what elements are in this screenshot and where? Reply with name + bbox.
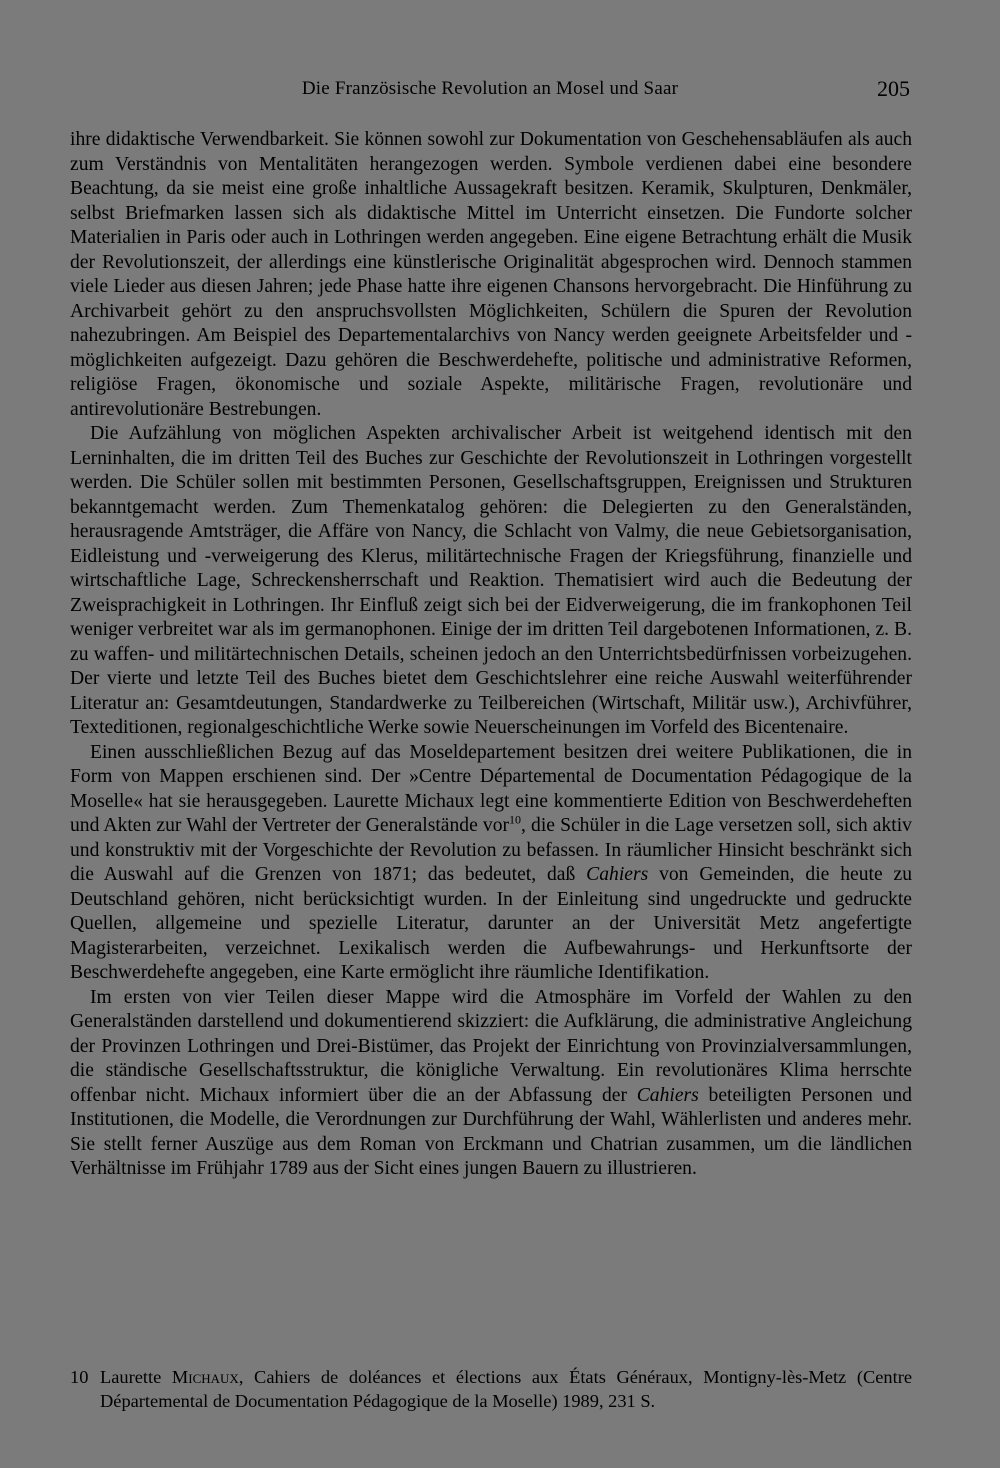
page-number: 205 bbox=[877, 76, 910, 101]
footnote bbox=[70, 1366, 912, 1413]
running-head bbox=[70, 76, 910, 106]
paragraph-2: Die Aufzählung von möglichen Aspekten archivalischer Arbeit ist weitgehend identisch mit den Lerninhalten, die im dritten Teil des Buches zur Geschichte der Revolutionszeit in Lothringen vorgestellt werden. Die Schüler sollen mit bestimmten Personen, Gesellschaftsgruppen, Ereignissen und Strukturen bekanntgemacht werden. Zum Themenkatalog gehören: die Delegierten zu den Generalständen, herausragende Amtsträger, die Affäre von Nancy, die Schlacht von Valmy, die neue Gebietsorganisation, Eidleistung und -verweigerung des Klerus, militärtechnische Fragen der Kriegsführung, finanzielle und wirtschaftliche Lage, Schreckensherrschaft und Reaktion. Thematisiert wird auch die Bedeutung der Zweisprachigkeit in Lothringen. Ihr Einfluß zeigt sich bei der Eidverweigerung, die im frankophonen Teil weniger verbreitet war als im germanophonen. Einige der im dritten Teil dargebotenen Informationen, z. B. zu waffen- und militärtechnischen Details, scheinen jedoch an den Unterrichtsbedürfnissen vorbeizugehen. Der vierte und letzte Teil des Buches bietet dem Geschichtslehrer eine reiche Auswahl weiterführender Literatur an: Gesamtdeutungen, Standardwerke zu Teilbereichen (Wirtschaft, Militär usw.), Archivführer, Texteditionen, regionalgeschichtliche Werke sowie Neuerscheinungen im Vorfeld des Bicentenaire. bbox=[70, 423, 912, 738]
paragraph-3 bbox=[70, 741, 912, 986]
paragraph-3-text-c: von Gemeinden, die heute zu Deutschland gehören, nicht berücksichtigt wurden. In der Einleitung sind ungedruckte und gedruckte Quellen, allgemeine und spezielle Literatur, darunter an der Universität Metz angefertigte Magisterarbeiten, verzeichnet. Lexikalisch werden die Aufbewahrungs- und Herkunftsorte der Beschwerdehefte angegeben, eine Karte ermöglicht ihre räumliche Identifikation. bbox=[70, 864, 912, 983]
footnote-citation: , Cahiers de doléances et élections aux États Généraux, Montigny-lès-Metz (Centre Départemental de Documentation Pédagogique de la Moselle) 1989, 231 S. bbox=[100, 1367, 913, 1411]
footnote-number: 10 bbox=[70, 1367, 89, 1387]
footnote-author-last: Michaux bbox=[171, 1367, 239, 1387]
paragraph-1: ihre didaktische Verwendbarkeit. Sie können sowohl zur Dokumentation von Geschehensabläufen als auch zum Verständnis von Mentalitäten herangezogen werden. Symbole verdienen dabei eine besondere Beachtung, da sie meist eine große inhaltliche Aussagekraft besitzen. Keramik, Skulpturen, Denkmäler, selbst Briefmarken lassen sich als didaktische Mittel im Unterricht einsetzen. Die Fundorte solcher Materialien in Paris oder auch in Lothringen werden angegeben. Eine eigene Betrachtung erhält die Musik der Revolutionszeit, der allerdings eine künstlerische Originalität abgesprochen wird. Dennoch stammen viele Lieder aus diesen Jahren; jede Phase hatte ihre eigenen Chansons hervorgebracht. Die Hinführung zu Archivarbeit gehört zu den anspruchsvollsten Möglichkeiten, Schülern die Spuren der Revolution nahezubringen. Am Beispiel des Departementalarchivs von Nancy werden geeignete Arbeitsfelder und -möglichkeiten aufgezeigt. Dazu gehören die Beschwerdehefte, politische und administrative Reformen, religiöse Fragen, ökonomische und soziale Aspekte, militärische Fragen, revolutionäre und antirevolutionäre Bestrebungen. bbox=[70, 129, 912, 420]
paragraph-4 bbox=[70, 986, 912, 1182]
footnote-reference-10[interactable]: 10 bbox=[509, 812, 522, 827]
paragraph-4-text-b: beteiligten Personen und Institutionen, die Modelle, die Verordnungen zur Durchführung der Wahl, Wählerlisten und anderes mehr. Sie stellt ferner Auszüge aus dem Roman von Erckmann und Chatrian zusammen, um die ländlichen Verhältnisse im Frühjahr 1789 aus der Sicht eines jungen Bauern zu illustrieren. bbox=[70, 1084, 912, 1179]
italic-cahiers: Cahiers bbox=[636, 1084, 699, 1106]
running-title: Die Französische Revolution an Mosel und Saar bbox=[301, 78, 679, 99]
footnote-text bbox=[100, 1366, 912, 1413]
paragraph-3-text-a: Einen ausschließlichen Bezug auf das Moseldepartement besitzen drei weitere Publikationen, die in Form von Mappen erschienen sind. Der »Centre Départemental de Documentation Pédagogique de la Moselle« hat sie herausgegeben. Laurette Michaux legt eine kommentierte Edition von Beschwerdeheften und Akten zur Wahl der Vertreter der Generalstände vor bbox=[70, 741, 912, 836]
paragraph-4-text-a: Im ersten von vier Teilen dieser Mappe wird die Atmosphäre im Vorfeld der Wahlen zu den Generalständen darstellend und dokumentierend skizziert: die Aufklärung, die administrative Angleichung der Provinzen Lothringen und Drei-Bistümer, das Projekt der Einrichtung von Provinzialversammlungen, die ständische Gesellschaftsstruktur, die königliche Verwaltung. Ein revolutionäres Klima herrschte offenbar nicht. Michaux informiert über die an der Abfassung der bbox=[70, 986, 912, 1106]
italic-cahiers: Cahiers bbox=[586, 864, 649, 885]
body-text bbox=[70, 128, 912, 1182]
footnote-author-first: Laurette bbox=[100, 1367, 172, 1387]
paragraph-3-text-b: , die Schüler in die Lage versetzen soll, sich aktiv und konstruktiv mit der Vorgeschichte der Revolution zu befassen. In räumlicher Hinsicht beschränkt sich die Auswahl auf die Grenzen von 1871; das bedeutet, daß bbox=[70, 815, 912, 885]
